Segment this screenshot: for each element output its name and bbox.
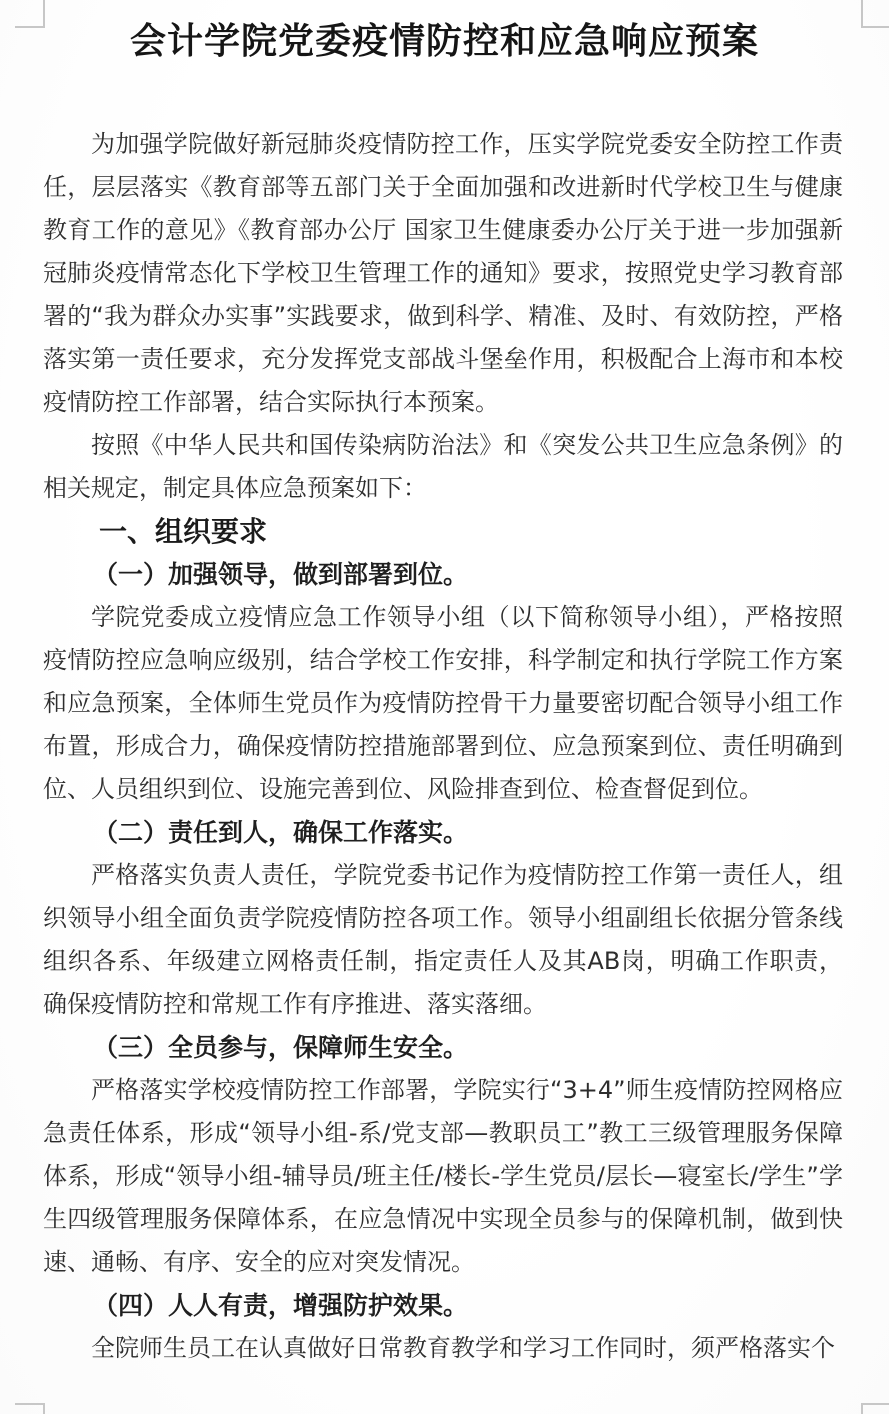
sub-heading-1-3: （三）全员参与，保障师生安全。 [93, 1033, 469, 1062]
paragraph-intro: 为加强学院做好新冠肺炎疫情防控工作，压实学院党委安全防控工作责任，层层落实《教育部等五部门关于全面加强和改进新时代学校卫生与健康教育工作的意见》《教育部办公厅 国家卫生健康委办公厅关于进一步加强新冠肺炎疫情常态化下学校卫生管理工作的通知》要求，按照党史学习教育部署的“我为群众办实事”实践要求，做到科学、精准、及时、有效防控，严格落实第一责任要求，充分发挥党支部战斗堡垒作用，积极配合上海市和本校疫情防控工作部署，结合实际执行本预案。 [43, 130, 843, 416]
page-margin-mark-bottom-left [15, 1403, 45, 1414]
paragraph-1-1: 学院党委成立疫情应急工作领导小组（以下简称领导小组），严格按照疫情防控应急响应级别，结合学校工作安排，科学制定和执行学院工作方案和应急预案，全体师生党员作为疫情防控骨干力量要密切配合领导小组工作布置，形成合力，确保疫情防控措施部署到位、应急预案到位、责任明确到位、人员组织到位、设施完善到位、风险排查到位、检查督促到位。 [43, 603, 843, 803]
page-margin-mark-bottom-right [861, 1403, 889, 1414]
document-body [43, 123, 843, 1370]
paragraph-1-4: 全院师生员工在认真做好日常教育教学和学习工作同时，须严格落实个 [91, 1334, 835, 1362]
sub-heading-1-1: （一）加强领导，做到部署到位。 [93, 560, 469, 589]
section-heading-1: 一、组织要求 [99, 515, 268, 548]
paragraph-1-2: 严格落实负责人责任，学院党委书记作为疫情防控工作第一责任人，组织领导小组全面负责学院疫情防控各项工作。领导小组副组长依据分管条线组织各系、年级建立网格责任制，指定责任人及其AB岗，明确工作职责，确保疫情防控和常规工作有序推进、落实落细。 [43, 861, 843, 1018]
paragraph-legal-basis: 按照《中华人民共和国传染病防治法》和《突发公共卫生应急条例》的相关规定，制定具体应急预案如下： [43, 431, 843, 502]
sub-heading-1-2: （二）责任到人，确保工作落实。 [93, 818, 469, 847]
document-title: 会计学院党委疫情防控和应急响应预案 [129, 21, 759, 62]
paragraph-1-3: 严格落实学校疫情防控工作部署，学院实行“3+4”师生疫情防控网格应急责任体系，形成“领导小组-系/党支部—教职员工”教工三级管理服务保障体系，形成“领导小组-辅导员/班主任/楼长-学生党员/层长—寝室长/学生”学生四级管理服务保障体系，在应急情况中实现全员参与的保障机制，做到快速、通畅、有序、安全的应对突发情况。 [43, 1076, 843, 1276]
sub-heading-1-4: （四）人人有责，增强防护效果。 [93, 1291, 469, 1320]
